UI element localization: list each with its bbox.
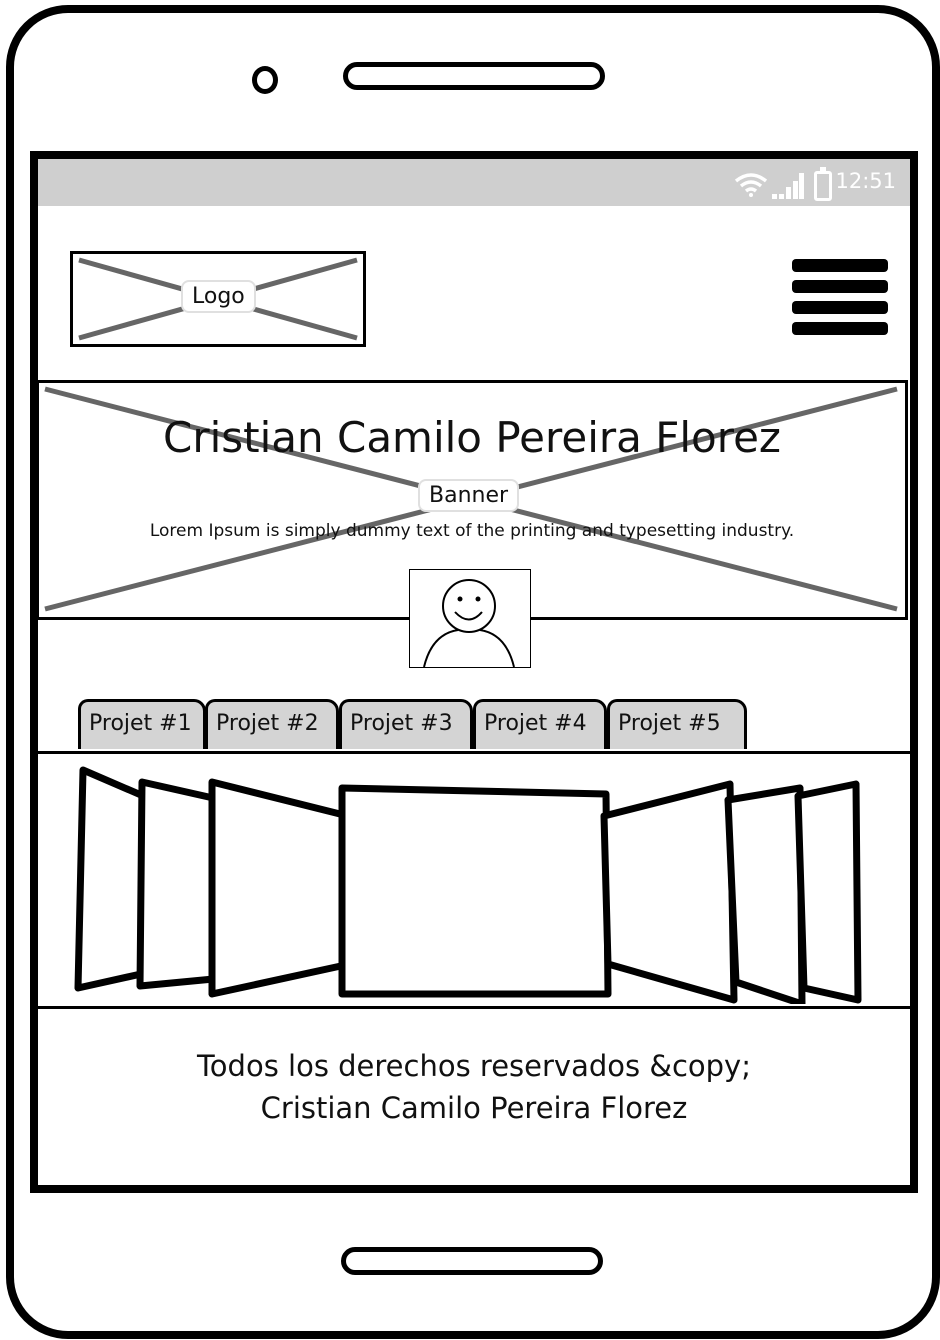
tab-projet-4[interactable]: Projet #4 — [473, 699, 607, 749]
banner-title: Cristian Camilo Pereira Florez — [163, 413, 781, 462]
status-time: 12:51 — [835, 169, 896, 193]
camera-icon — [252, 66, 278, 94]
carousel-slide-current[interactable] — [342, 788, 608, 994]
carousel-slide-5[interactable] — [604, 784, 734, 1000]
carousel-slide-3[interactable] — [212, 782, 350, 994]
carousel-divider — [38, 1006, 910, 1009]
battery-icon — [814, 171, 832, 201]
avatar[interactable] — [409, 569, 531, 668]
user-avatar-icon — [410, 570, 530, 667]
banner-text: Lorem Ipsum is simply dummy text of the printing and typesetting industry. — [149, 521, 795, 541]
hamburger-menu-icon[interactable] — [792, 259, 888, 337]
project-carousel[interactable] — [38, 754, 910, 1004]
carousel-slide-6[interactable] — [728, 788, 802, 1004]
project-tabs — [38, 699, 910, 755]
logo-placeholder[interactable] — [70, 251, 366, 347]
wifi-icon — [734, 173, 768, 197]
tab-projet-5[interactable]: Projet #5 — [607, 699, 747, 749]
tab-projet-1[interactable]: Projet #1 — [78, 699, 206, 749]
logo-label: Logo — [181, 280, 256, 313]
screen — [30, 151, 918, 1193]
status-bar — [38, 159, 910, 206]
home-button[interactable] — [341, 1247, 603, 1275]
tab-projet-2[interactable]: Projet #2 — [205, 699, 339, 749]
footer-author: Cristian Camilo Pereira Florez — [260, 1091, 688, 1125]
signal-icon — [772, 173, 804, 199]
banner-label: Banner — [418, 479, 519, 512]
tab-projet-3[interactable]: Projet #3 — [339, 699, 473, 749]
carousel-slide-7[interactable] — [798, 784, 858, 1000]
footer-copyright: Todos los derechos reservados &copy; — [197, 1049, 751, 1083]
speaker-slot — [343, 62, 605, 90]
